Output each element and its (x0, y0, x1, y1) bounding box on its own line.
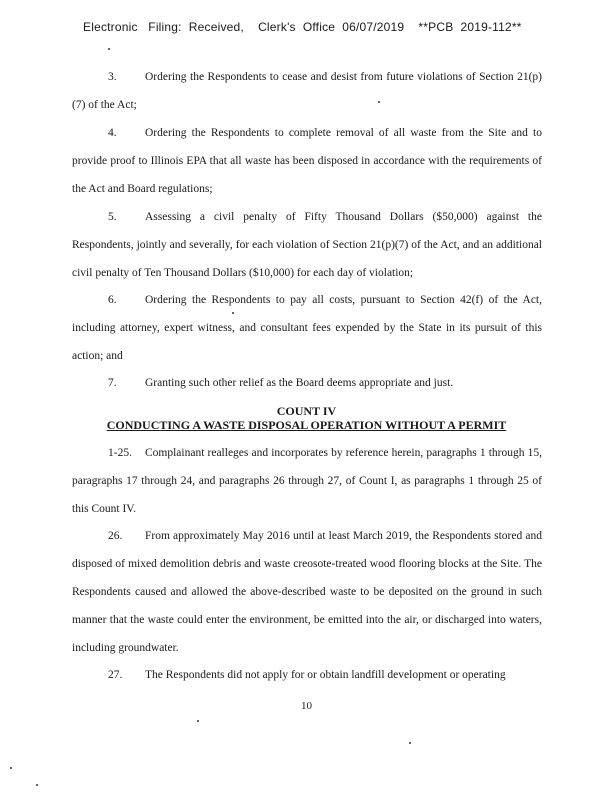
scan-speck (378, 101, 380, 103)
filing-stamp-header (83, 20, 523, 34)
paragraph-4 (72, 119, 542, 203)
scan-speck (409, 742, 411, 744)
scan-speck (36, 784, 38, 786)
paragraph-1-25 (72, 439, 542, 523)
paragraph-text: Complainant realleges and incorporates by reference herein, paragraphs 1 through 15, paragraphs 17 through 24, and paragraphs 26 through 27, of Count I, as paragraphs 1 through 25 of this Count IV. (72, 447, 542, 515)
paragraph-text: Ordering the Respondents to cease and desist from future violations of Section 21(p)(7) of the Act; (72, 71, 542, 111)
paragraph-number: 1-25. (108, 447, 132, 459)
scan-speck (10, 767, 12, 769)
paragraph-number: 6. (108, 294, 117, 306)
paragraph-number: 7. (108, 377, 117, 389)
paragraph-number: 26. (108, 530, 123, 542)
scan-speck (197, 720, 199, 722)
paragraph-number: 4. (108, 127, 117, 139)
paragraph-text: Ordering the Respondents to pay all costs, pursuant to Section 42(f) of the Act, including attorney, expert witness, and consultant fees expended by the State in its pursuit of this action; and (72, 294, 542, 362)
header-text: Electronic Filing: Received, Clerk's Office 06/07/2019 **PCB 2019-112** (83, 20, 522, 34)
scan-speck (232, 312, 234, 314)
count-heading: COUNT IV (276, 404, 337, 418)
paragraph-text: Granting such other relief as the Board deems appropriate and just. (145, 377, 454, 389)
paragraph-number: 27. (108, 669, 123, 681)
paragraph-7 (72, 369, 542, 397)
paragraph-number: 5. (108, 211, 117, 223)
paragraph-6 (72, 286, 542, 370)
page-number: 10 (301, 700, 312, 712)
paragraph-27 (72, 661, 542, 689)
paragraph-number: 3. (108, 71, 117, 83)
paragraph-text: From approximately May 2016 until at least March 2019, the Respondents stored and disposed of mixed demolition debris and waste creosote-treated wood flooring blocks at the Site. The Respondents caused and allowed the above-described waste to be deposited on the ground in such manner that the waste could enter the environment, be emitted into the air, or discharged into waters, including groundwater. (72, 530, 542, 654)
scan-speck (108, 48, 110, 50)
paragraph-5 (72, 203, 542, 287)
paragraph-3 (72, 63, 542, 119)
count-subheading: CONDUCTING A WASTE DISPOSAL OPERATION WITHOUT A PERMIT (106, 418, 507, 432)
paragraph-text: Assessing a civil penalty of Fifty Thousand Dollars ($50,000) against the Respondents, jointly and severally, for each violation of Section 21(p)(7) of the Act, and an additional civil penalty of Ten Thousand Dollars ($10,000) for each day of violation; (72, 211, 542, 279)
paragraph-text: The Respondents did not apply for or obtain landfill development or operating (145, 669, 506, 681)
paragraph-text: Ordering the Respondents to complete removal of all waste from the Site and to provide proof to Illinois EPA that all waste has been disposed in accordance with the requirements of the Act and Board regulations; (72, 127, 542, 195)
paragraph-26 (72, 522, 542, 662)
